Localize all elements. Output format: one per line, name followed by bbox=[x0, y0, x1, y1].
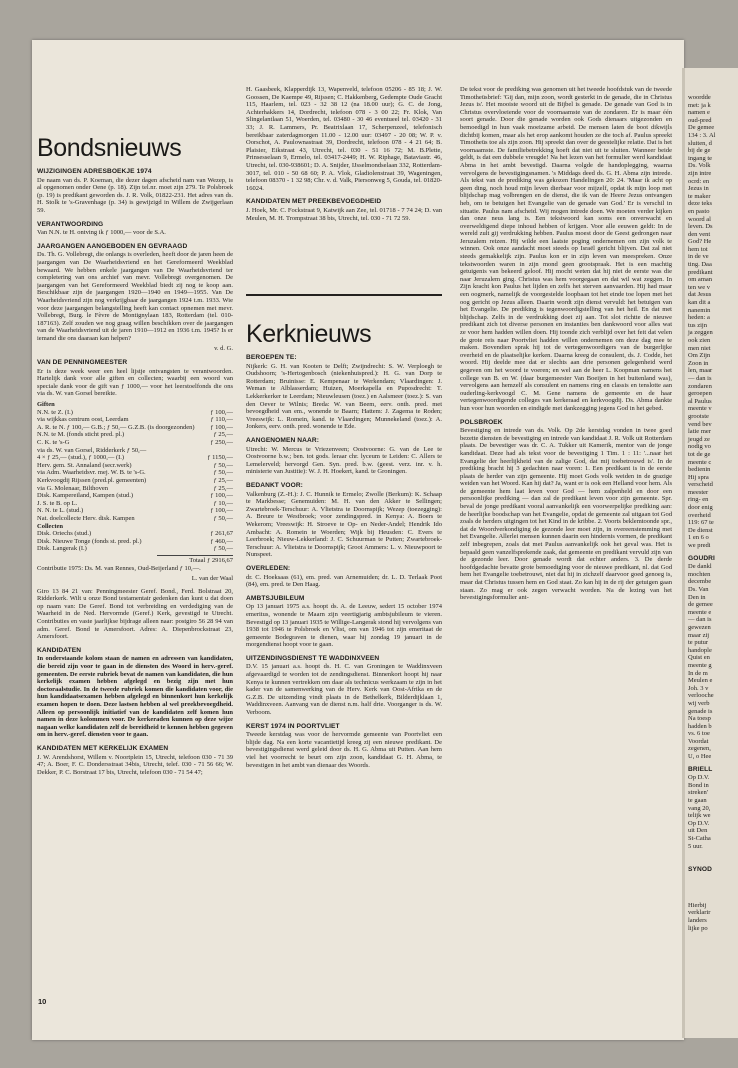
adjacent-line: ocrd: en bbox=[688, 177, 710, 185]
text-penningmeester-intro: Er is deze week weer een heel lijstje ontvangsten te verantwoorden. Hartelijk dank voor alle giften en collecten; waarbij een woord van speciale dank voor de gift van ƒ 1000,— voor het leerstoelfonds die ons via ds. W. van Gorsel bereikte. bbox=[37, 367, 233, 398]
text-verantwoording: Van N.N. te H. ontving ik ƒ 1000,— voor de S.A. bbox=[37, 229, 166, 237]
heading-overleden: OVERLEDEN: bbox=[246, 564, 291, 572]
donation-row bbox=[37, 500, 233, 508]
heading-aangenomen: AANGENOMEN NAAR: bbox=[246, 437, 320, 445]
adjacent-line: hem tot bbox=[688, 245, 708, 253]
adjacent-line: Om Zijn bbox=[688, 352, 711, 360]
adjacent-line: sluiten, d bbox=[688, 139, 712, 147]
text-polsbroek: Bevestiging en intrede van ds. Volk. Op 2de kerstdag vonden in twee goed bezette diensten de bevestiging en intrede van kandidaat J. R. Volk uit Rotterdam plaats. De bevestiger was dr. C. A. Tukker uit Kamerik, mentor van de jonge kandidaat. Deze had als tekst voor de bevestiging 1 Tim. 1 : 11: '...naar het Evangelie der heerlijkheid van de zalige God, dat mij toebetrouwd is'. In de prediking bracht hij 3 gedachten naar voren: 1. Een predikant is in de eerste plaats de herder van zijn gemeente. Hij moet Gods volk weiden in de grazige weiden van het Woord. Kan hij dat? Ja, want er is ook een Helland voor hem. Als de gemeente hem laat leven voor God — hem zalpenheld en door een persoonlijke prediking — dan zal de predikant leven voor zijn gemeente. Spr. beval de jonge predikant vooral aanvankelijk een voorwerpelijke prediking aan: de heerlijke boodschap van het Evangelie, opdat de gemeente zal uitgaan tot God zoals de herders uitgingen tot het Kind in de kribbe. 2. Voorts beklemtoonde spr., dat de Woordverkondiging de gezonde leer moet zijn, in overeenstemming met het Evangelie. Allerlei mensen kunnen daarin een hindernis vormen, de predikant zelf inbegrepen, zoals dat met Paulus aanvankelijk ook het geval was. Het is bepaald geen vanzelfsprekende zaak, dat gemeente en predikant vervuld zijn van de gezonde leer. Door genade wordt dat echter anders. 3. De derde hoofdgedachte bevatte grote bemoediging voor de nieuwe predikant, nl. dat God hem het Evangelie toebetrouwt, niet dat hij in zichzelf daarvoor goed genoeg is, maar dat Christus tussen hem en God staat. Zo kan hij in de rij der getuigen gaan staan. Zo mag er ook zegen verwacht worden. Na de lezing van het bevestigingsformulier ant- bbox=[460, 427, 672, 602]
donation-row bbox=[37, 492, 233, 500]
donation-amount: ƒ 25,— bbox=[213, 484, 233, 492]
heading-kerst: KERST 1974 IN POORTVLIET bbox=[246, 722, 340, 730]
page-number: 10 bbox=[38, 997, 47, 1006]
adjacent-line: U, o Hee bbox=[688, 753, 712, 761]
heading-beroepen: BEROEPEN TE: bbox=[246, 354, 297, 362]
donation-label: Disk. Langerak (I.) bbox=[37, 545, 87, 553]
label-giften: Giften bbox=[37, 401, 55, 409]
adjacent-page bbox=[682, 68, 738, 1038]
adjacent-line: God? He bbox=[688, 238, 712, 246]
donation-label: Kerkvoogdij Rijssen (pred.pl. gemeenten) bbox=[37, 476, 147, 484]
adjacent-line: Jezus in bbox=[688, 185, 709, 193]
text-ambtsjubileum: Op 13 januari 1975 a.s. hoopt ds. A. de Leeuw, sedert 15 october 1974 emeritus, wonende te Maarn zijn veertigjarig ambtsjubileum te vieren. Bevestigd op 13 januari 1935 te Willige-Langerak stond hij vervolgens van 1938 tot 1946 te Polsbroek en Vlist, om van 1946 tot zijn emeritaat de gemeente Bodegraven te dienen, waar hij zondag 19 januari in de morgendienst hoopt voor te gaan. bbox=[246, 603, 442, 649]
adjacent-line: door enig bbox=[688, 504, 713, 512]
section-title-kerknieuws: Kerknieuws bbox=[246, 294, 442, 348]
donation-row bbox=[37, 424, 233, 432]
donation-label: Disk. Kampereiland, Kampen (stud.) bbox=[37, 492, 134, 500]
adjacent-line: te putur bbox=[688, 639, 709, 647]
text-contributie: Contributie 1975: Ds. M. van Rennes, Oud-Beijerland ƒ 10,—. bbox=[37, 564, 201, 572]
donation-amount: ƒ 250,— bbox=[210, 439, 233, 446]
donation-amount: ƒ 25,— bbox=[213, 431, 233, 439]
briell-lines bbox=[688, 774, 738, 850]
donation-amount: ƒ 50,— bbox=[213, 461, 233, 469]
giften-list bbox=[37, 409, 233, 523]
adjacent-page-lines bbox=[688, 94, 738, 550]
text-kerst: Tweede kerstdag was voor de hervormde gemeente van Poortvliet een blijde dag. Na een korte vacantietijd kreeg zij een nieuwe predikant. De bevestigingsdienst werd geleid door ds. H. G. Abma uit Putten. Aan hem viel het voorrecht te beurt om zijn zoon, kandidaat G. H. Abma, te bevestigen in het ambt van dienaar des Woords. bbox=[246, 731, 442, 769]
adjacent-line: Joh. 3 v bbox=[688, 684, 709, 692]
donation-label: A. R. te N. ƒ 100,— G.B.; ƒ 50,— G.Z.B. (is doorgezonden) bbox=[37, 423, 195, 431]
donation-label: 4 × ƒ 25,— (stud.), ƒ 1000,— (I.) bbox=[37, 454, 125, 462]
donation-row bbox=[37, 485, 233, 493]
adjacent-line: decembe bbox=[688, 578, 712, 586]
heading-penningmeester: VAN DE PENNINGMEESTER bbox=[37, 359, 128, 367]
donation-amount: ƒ 50,— bbox=[213, 545, 233, 553]
adjacent-line: gewezen bbox=[688, 623, 711, 631]
adjacent-line: Bond in bbox=[688, 781, 709, 789]
adjacent-line: vs. 6 toe bbox=[688, 730, 710, 738]
adjacent-line: tus zijn bbox=[688, 321, 707, 329]
adjacent-line: nanemin bbox=[688, 306, 711, 314]
donation-row bbox=[37, 409, 233, 417]
adjacent-line: handople bbox=[688, 646, 712, 654]
adjacent-line: om aman bbox=[688, 276, 713, 284]
donation-label: J. S. te B. op L. bbox=[37, 499, 78, 507]
adjacent-line: Den in bbox=[688, 593, 706, 601]
donation-amount: ƒ 50,— bbox=[213, 514, 233, 522]
donation-amount: ƒ 100,— bbox=[210, 492, 233, 500]
text-jaargangen: Ds. Th. G. Vollebregt, die onlangs is overleden, heeft door de jaren heen de jaargangen van De Waarheidsvriend en het Gereformeerd Weekblad bewaard. We hebben enkele jaargangen van De Waarheidsvriend ter completering van ons archief van mevr. Vollebregt overgenomen. De jaargangen van het Gereformeerd Weekblad biedt zij nog te koop aan. Beschikbaar zijn de jaargangen 1920—1940 en 1949—1955. Van De Waarheidsvriend zijn nog verkrijgbaar de jaargangen 1924 t.m. 1933. Wie voor deze jaargangen belangstelling heeft kan contact opnemen met mevr. Vollebregt, Burg. le Fèvre de Montignylaan 183, Rotterdam (tel. 010-187163). Zelf zouden we nog graag willen beschikken over de jaargangen van de Waarheidsvriend uit de jaren 1910—1912 en 1936 t.m. 1945? Is er iemand die ons daaraan kan helpen? bbox=[37, 251, 233, 342]
adjacent-line: te gaan bbox=[688, 797, 707, 805]
adjacent-line: 5 uur. bbox=[688, 842, 703, 850]
adjacent-line: ring- en bbox=[688, 496, 709, 504]
adjacent-line: wij verb bbox=[688, 699, 710, 707]
adjacent-line: zegenen, bbox=[688, 745, 711, 753]
adjacent-line: verlooche bbox=[688, 692, 714, 700]
text-poortvliet-body: De tekst voor de prediking was genomen uit het tweede hoofdstuk van de tweede Timotheüsbrief: 'Gij dan, mijn zoon, wordt gesterkt in de genade, die in Christus Jezus is'. Het mooiste woord uit de Bijbel is genade. De genade van God is in Christus overvloeiende voor de voornaamste van de zondaren. Er is maar één soort genade. Door die genade worden ook Gods dienaars uitgezonden en bemoedigd in hun vaak moeizame arbeid. De mensen laten de boot dikwijls dichtbij komen, maar als het erop aankomt houden ze die toch af. Paulus spreekt Timotheüs toe als zijn zoon. Hij spreekt dan over de geestelijke relatie. Dat is het voornaamste. De familiebetrekking hoeft dat niet uit te sluiten. Wanneer beide geldt, is dat een dubbele vreugde! Na het lezen van het formulier werd kandidaat Abma in het ambt bevestigd. Daarna volgde de handoplegging, waarna vervolgens de bevestigingsnamen. 's Middags deed ds. G. H. Abma zijn intrede. Als tekst van de prediking was gekozen Handelingen 20: 24. 'Maar ik acht op geen ding, noch houd mijn leven dierbaar voor mijzelf, opdat ik mijn loop met blijdschap mag volbrengen en de dienst, die ik van de Heere Jezus ontvangen heb, om te betuigen het Evangelie van de genade van God.' Er is verschil in situatie. Paulus nam afscheid. Wij mogen intrede doen. We moeten verder kijken dan onze neus lang is. Een tekstwoord kan soms een onverwacht en overweldigend diepe inhoud hebben of krijgen. Voor alle eeuwen geldt: In de wereld zult gij verdrukking hebben. Paulus moest door de Geest gedrongen naar Jeruzalem reizen. Hij wilde een laatste poging ondernemen om zijn volk te winnen. Ook onze aandacht moet steeds op Israël gericht blijven. Dat zal niet steeds gemakkelijk zijn. Paulus kon er in zijn leven van meespreken. Onze tekstwoorden waren in zijn mond geen grootspraak. Het is een machtig getuigenis van bekeerd geloof. Hij mocht weten dat hij niet de eerste was die naar Jeruzalem ging. Christus was hem voorgegaan en dat wil wat zeggen. In Zijn kracht kon Paulus het lijden en zelfs het sterven aanvaarden. Hij had maar een oogmerk, namelijk de voorgestelde loopbaan tot het einde toe lopen met het oog gericht op Jezus alleen. Daarin wordt zijn dienst vervuld: het betuigen van het Evangelie. De prediking is tegenwoordigstelling van het heil. En dat met blijdschap. Zelfs in de verdrukking doet zij aan. Tot slot richtte de nieuwe predikant zich tot diverse personen en instanties ben dankwoord voor alles wat ze voor hem hadden willen doen. Hij toonde zich verblijd over het feit dat velen de grote reis naar Poortvliet hadden willen ondernemen om deze dag mee te maken. Bovendien sprak hij tot de vertegenwoordigers van de burgerlijke overheid en de plaatselijke kerken. Daarna kreeg de consulent, ds. J. Codde, het woord. Hij deelde mee dat er slechts aan drie personen gelegenheid werd gegeven om het woord te voeren; en wel aan de heer L. Koopman namens het college van B. en W. (daar burgemeester Van Boeijen in het buitenland was), vervolgens aan hemzelf als consulent en namens ring en classis en tenslotte aan ouderling-kerkvoogd C. M. Gene namens de gemeente en de haar vertegenwoordigende colleges van kerkeraad en kerkvoogdij. Ds. Abma dankte hun voor hun woorden en eindigde met dankzegging jegens God in het gebed. bbox=[460, 86, 672, 412]
donation-row bbox=[37, 431, 233, 439]
donation-row bbox=[37, 545, 233, 553]
adjacent-line: dat Jesus bbox=[688, 291, 712, 299]
adjacent-line: De dankl bbox=[688, 563, 712, 571]
adjacent-line: we predi bbox=[688, 542, 711, 550]
adjacent-line: al Paulus bbox=[688, 397, 712, 405]
heading-uitzending: UITZENDINGSDIENST TE WADDINXVEEN bbox=[246, 654, 380, 662]
donation-label: Herv. gem. St. Annaland (secr.werk) bbox=[37, 461, 132, 469]
donation-amount: ƒ 261,67 bbox=[210, 530, 233, 538]
collecten-list bbox=[37, 530, 233, 553]
adjacent-line: hadden b bbox=[688, 722, 712, 730]
adjacent-line: grootste bbox=[688, 412, 709, 420]
text-preekbevoegdheid: J. Hoek, Mr. C. Fockstraat 9, Katwijk aan Zee, tel. 01718 - 7 74 24; D. van Meulen, M. H. Trompstraat 38 bis, Utrecht, tel. 030 - 71 72 59. bbox=[246, 206, 442, 222]
adjacent-line: latie mer bbox=[688, 428, 711, 436]
adjacent-line: ting. Daa bbox=[688, 261, 712, 269]
adjacent-line: meester bbox=[688, 488, 709, 496]
donation-label: N. N. te L. (stud.) bbox=[37, 507, 84, 515]
adjacent-line: Op D.V. bbox=[688, 774, 710, 782]
donation-row bbox=[37, 454, 233, 462]
donation-row bbox=[37, 439, 233, 447]
adjacent-line: jeugd ze bbox=[688, 435, 710, 443]
heading-verantwoording: VERANTWOORDING bbox=[37, 220, 104, 228]
heading-briell: BRIELL bbox=[688, 765, 713, 773]
adjacent-line: In de m bbox=[688, 669, 708, 677]
donation-label: via G. Molenaar, Bilthoven bbox=[37, 484, 109, 492]
adjacent-line: Zoon in bbox=[688, 359, 709, 367]
adjacent-line: te maker bbox=[688, 192, 711, 200]
heading-kandidaten: KANDIDATEN bbox=[37, 646, 82, 654]
donation-amount: ƒ 100,— bbox=[210, 507, 233, 515]
adjacent-line: de gemee bbox=[688, 601, 713, 609]
text-kandidaten-examen: J. W. Arendshorst, Willem v. Noortplein 15, Utrecht, telefoon 030 - 71 39 47; A. Boer, F. C. Dondersstraat 34bis, Utrecht, telef. 030 - 71 56 66; W. Dekker, P. C. Borstraat 17 bis, Utrecht, telefoon 030 - 71 54 47; bbox=[37, 753, 233, 776]
donation-row bbox=[37, 477, 233, 485]
donation-label: Nat. doelcollecte Herv. disk. Kampen bbox=[37, 514, 135, 522]
donation-row bbox=[37, 447, 233, 455]
adjacent-line: streken' bbox=[688, 789, 708, 797]
goudri-lines bbox=[688, 563, 738, 760]
adjacent-line: — dan is bbox=[688, 616, 712, 624]
adjacent-line: landers bbox=[688, 916, 707, 924]
adjacent-line: 1 en 6 o bbox=[688, 534, 709, 542]
adjacent-line: predikant bbox=[688, 268, 713, 276]
adjacent-line: met: ja k bbox=[688, 101, 711, 109]
heading-polsbroek: POLSBROEK bbox=[460, 418, 503, 426]
section-title-bondsnieuws: Bondsnieuws bbox=[37, 134, 182, 162]
adjacent-line: meente g bbox=[688, 661, 712, 669]
adjacent-line: ingang te bbox=[688, 154, 713, 162]
donation-row bbox=[37, 462, 233, 470]
adjacent-line: en pasto bbox=[688, 207, 710, 215]
text-overleden: dr. C. Hoeksaas (61), em. pred. van Arnemuiden; dr. L. D. Terlaak Poot (84), em. pred. te Den Haag. bbox=[246, 573, 442, 589]
adjacent-line: woordde bbox=[688, 94, 711, 101]
donation-label: via Adm. Waarheidsvr. mej. W. B. te 's-G. bbox=[37, 469, 146, 477]
heading-preekbevoegdheid: KANDIDATEN MET PREEKBEVOEGDHEID bbox=[246, 198, 382, 206]
adjacent-line: verklarir bbox=[688, 909, 711, 917]
adjacent-line: St-Catha bbox=[688, 835, 711, 842]
adjacent-line: telijk we bbox=[688, 812, 711, 820]
column-poortvliet-polsbroek bbox=[460, 86, 672, 605]
adjacent-line: oud-pred bbox=[688, 116, 712, 124]
adjacent-line: ook zien bbox=[688, 337, 711, 344]
donation-row bbox=[37, 538, 233, 546]
adjacent-line: ja zeggen bbox=[688, 329, 713, 337]
adjacent-line: nodig vo bbox=[688, 443, 711, 451]
adjacent-line: tot de ge bbox=[688, 450, 711, 458]
adjacent-line: bedienin bbox=[688, 466, 711, 474]
adjacent-line: in de ve bbox=[688, 253, 709, 261]
adjacent-line: meente c bbox=[688, 458, 712, 466]
adjacent-line: ten we v bbox=[688, 283, 711, 291]
text-aangenomen: Utrecht: W. Mercus te Vriezenveen; Oostvoorne: G. van de Lee te Oostvoorne b.w.; ben. tot gods. leraar chr. lyceum te Leiden: C. Allers te Lemelerveld; hervorgd Gen. Syn. pred. b.w. (geest. verz. inr. v. h. ministerie van Justitie): W. J. H. Hoekert, kand. te Groningen. bbox=[246, 445, 442, 476]
donation-amount: ƒ 100,— bbox=[210, 423, 233, 431]
label-collecten: Collecten bbox=[37, 522, 63, 530]
adjacent-line: zijn intre bbox=[688, 169, 712, 177]
column-kerknieuws bbox=[246, 86, 442, 772]
donation-row bbox=[37, 515, 233, 523]
heading-bedankt: BEDANKT VOOR: bbox=[246, 482, 303, 489]
adjacent-line: meente v bbox=[688, 405, 712, 413]
foot-lines bbox=[688, 902, 738, 932]
text-kandidaten-lijst: H. Gaasbeek, Klapperdijk 13, Wapenveld, telefoon 05206 - 85 18; J. W. Goossen, De Kaempe 49, Rijssen; C. Hakkenberg, Gedempte Oude Gracht 115, Haarlem, tel. 023 - 32 38 12 (na 18.00 uur); G. C. de Jong, Achterhakkers 14, Dordrecht, telefoon 078 - 3 00 22; Fr. Klok, Van Slingelantlaan 51, Woerden, tel. 03480 - 30 46 eventueel tel. 03420 - 31 33; J. R. Lammers, Pr. Beatrixlaan 17, Scherpenzeel, telefonisch bereikbaar zaterdagmorgen 11.00 - 12.00 uur: 03497 - 20 08; W. P. v. Oorschot, A. Paulownastraat 39, Dordrecht, telefoon 078 - 4 21 64; B. Plaisier, Eikstraat 43, Utrecht, tel. 030 - 51 16 72; M. B.Plette, Prinsesselaan 9, Ermelo, tel. 03417-2449; H. W. Riphage, Bataviastr. 46, Utrecht, tel. 030-938601; D. A. Snijder, IJsselmondselaan 332, Rotterdam-3017, tel. 010 - 50 68 60; P. A. Vlok, Gladiolenstraat 39, Wageningen, telefoon 08370 - 1 32 98; Chr. v. d. Valk, Piersonweg 5, Gouda, tel. 01820-16024. bbox=[246, 86, 442, 192]
adjacent-line: lijke po bbox=[688, 924, 708, 932]
heading-jaargangen: JAARGANGEN AANGEBODEN EN GEVRAAGD bbox=[37, 242, 188, 250]
adjacent-line: genade is bbox=[688, 707, 713, 715]
donation-amount: ƒ 460,— bbox=[210, 537, 233, 545]
donation-row bbox=[37, 469, 233, 477]
donation-row bbox=[37, 507, 233, 515]
text-bedankt: Valkenburg (Z.-H.): J. C. Hunnik te Ermelo; Zwolle (Berkum): K. Schaap te Markbesse; Genemuiden: M. H. van den Akker te Sellingen; Zwartebroek-Terschuur: A. Vlietstra te Doornspijk; Wezep (toezegging): A. Breure te Westbroek; voor zendingspred. in Kenya: A. Boers te Wekerom; Vreeswijk: H. Stroeve te Op- en Neder-Andel; Hendrik Ido Ambacht: A. Romein te Woerden; Wijk bij Heusden: C. Evers te Leerbroek; Nieuw-Lekkerland: J. C. Schuurman te Putten; Zwartebroek-Terschuur: A. Vlietstra te Doornspijk; Groot Ammers: L. v. Nieuwpoort te Nunspeet. bbox=[246, 490, 442, 559]
adjacent-line: Na toesp bbox=[688, 715, 711, 723]
adjacent-line: overheid bbox=[688, 511, 711, 519]
donation-row bbox=[37, 530, 233, 538]
adjacent-line: 134 : 3. Al bbox=[688, 131, 716, 139]
heading-wijzigingen: WIJZIGINGEN ADRESBOEKJE 1974 bbox=[37, 168, 152, 175]
heading-ambtsjubileum: AMBTSJUBILEUM bbox=[246, 594, 305, 602]
donation-label: N.N. te Z. (I.) bbox=[37, 408, 73, 416]
adjacent-line: maar zij bbox=[688, 631, 710, 639]
adjacent-line: namen e bbox=[688, 109, 710, 117]
adjacent-line: Quist en bbox=[688, 654, 710, 662]
donation-row bbox=[37, 416, 233, 424]
text-giro: Giro 13 84 21 van: Penningmeester Geref. Bond., Ferd. Bolstraat 20, Ridderkerk. Wilt u onze Bond testamentair gedenken dan kunt u dat doen op naam van: De Geref. Bond tot verbreiding en verdediging van de Waarheid in de Ned. Hervormde (Geref.) Kerk, gevestigd te Utrecht. Contributies en vaste jaarlijkse bijdrage alleen naar: postgiro 56 28 94 van adm. Geref. Bond te Amersfoort. Adres: A. Diepenbrockstraat 23, Amersfoort. bbox=[37, 587, 233, 641]
donation-amount: ƒ 110,— bbox=[210, 416, 233, 424]
adjacent-line: vend bev bbox=[688, 420, 712, 428]
donation-label: C. K. te 's-G bbox=[37, 439, 70, 446]
heading-synod: SYNOD bbox=[688, 866, 712, 874]
donation-amount: ƒ 50,— bbox=[213, 469, 233, 477]
text-uitzending: D.V. 15 januari a.s. hoopt ds. H. C. van Groningen te Waddinxveen afgevaardigd te worden tot de zendingsdienst. Binnenkort hoopt hij naar Kenya te kunnen vertrekken om daar als technicus werkzaam te zijn in het kader van de samenwerking van de Herv. Kerk van Oost-Afrika en de G.Z.B. De uitzending vindt plaats in de Bethelkerk, Bilderdijklaan 1, Waddinxveen. Aanvang van de dienst n.m. half drie. Voorganger is ds. W. Verboom. bbox=[246, 663, 442, 717]
donation-label: via wijkkas centrum oost, Leerdam bbox=[37, 416, 129, 424]
signature-penningmeester: L. van der Waal bbox=[191, 575, 233, 583]
heading-goudri: GOUDRI bbox=[688, 554, 715, 562]
donation-label: via ds. W. van Gorsel, Ridderkerk ƒ 50,— bbox=[37, 446, 147, 454]
adjacent-line: kan dit a bbox=[688, 299, 711, 307]
adjacent-line: verscheid bbox=[688, 481, 713, 489]
adjacent-line: meente e bbox=[688, 608, 712, 616]
donation-amount: ƒ 10,— bbox=[213, 499, 233, 507]
adjacent-line: deze teks bbox=[688, 200, 713, 208]
donation-label: N.N. te M. (fonds sticht pred. pl.) bbox=[37, 431, 125, 439]
newspaper-page bbox=[32, 40, 684, 1040]
adjacent-line: len, maar bbox=[688, 367, 713, 375]
text-wijzigingen: De naam van ds. P. Koeman, die dezer dagen afscheid nam van Wezep, is al opgenomen onder Oene (p. 18). Zijn tel.nr. moet zijn 279. Te Polsbroek (p. 19) is predikant geworden ds. J. R. Volk, 01822-231. Het adres van ds. H. Stolk te 's-Gravenhage (p. 34) is gewijzigd in Willem de Zwijgerlaan 59. bbox=[37, 176, 233, 214]
adjacent-line: Voordat bbox=[688, 737, 709, 745]
adjacent-line: men niet bbox=[688, 344, 711, 352]
donation-label: Disk. Oriechs (stud.) bbox=[37, 530, 92, 538]
signature-jaargangen: v. d. G. bbox=[214, 345, 233, 353]
adjacent-line: woord al bbox=[688, 215, 711, 223]
donation-amount bbox=[195, 447, 233, 455]
adjacent-line: Ds. Volk bbox=[688, 162, 711, 170]
adjacent-line: 119: 67 te bbox=[688, 519, 714, 527]
donation-amount: ƒ 25,— bbox=[213, 476, 233, 484]
donation-label: Disk. Nieuwe Tonge (fonds st. pred. pl.) bbox=[37, 537, 142, 545]
text-kandidaten: In onderstaande kolom staan de namen en adressen van kandidaten, die bereid zijn voor te gaan in de diensten des Woord in herv.-geref. gemeenten. De eerste rubriek bevat de namen van kandidaten, die hun kerkelijk examen hebben afgelegd en bezig zijn met hun doctoraalstudie. In de tweede rubriek komen die kandidaten voor, die hun kandidaatsexamen hebben afgelegd en binnenkort hun kerkelijk examen hopen te doen. Deze lastsen hebben al wel preekbevoegdheid. Alleen op persoonlijk initiatief van de kandidaten zelf komen hun namen in deze kolommen voor. De kerkeraden kunnen op deze wijze nagaan welke kandidaten zelf de bereidheid te kennen hebben gegeven om in herv.-geref. diensten voor te gaan. bbox=[37, 655, 233, 739]
column-bondsnieuws bbox=[37, 94, 233, 779]
adjacent-line: Hierbij bbox=[688, 901, 707, 909]
adjacent-line: mochten bbox=[688, 570, 711, 578]
adjacent-line: De dienst bbox=[688, 526, 713, 534]
donation-amount: ƒ 1150,— bbox=[207, 454, 233, 462]
adjacent-line: — dan is bbox=[688, 374, 712, 382]
heading-kandidaten-examen: KANDIDATEN MET KERKELIJK EXAMEN bbox=[37, 744, 169, 752]
adjacent-line: Hij spra bbox=[688, 473, 709, 481]
total-amount: Totaal ƒ 2916,67 bbox=[157, 555, 233, 565]
adjacent-line: bij de ge bbox=[688, 147, 711, 155]
adjacent-line: leven. Ds bbox=[688, 223, 713, 231]
donation-amount: ƒ 100,— bbox=[210, 408, 233, 416]
adjacent-line: Op D.V. bbox=[688, 819, 710, 827]
adjacent-line: den vent bbox=[688, 230, 711, 238]
adjacent-line: uit Den bbox=[688, 827, 708, 835]
adjacent-line: zondaren bbox=[688, 382, 712, 390]
adjacent-line: Meulen e bbox=[688, 677, 713, 685]
adjacent-line: heden: a bbox=[688, 314, 710, 322]
adjacent-line: vang 20, bbox=[688, 804, 711, 812]
text-beroepen: Nijkerk: G. H. van Kooten te Delft; Zwijndrecht: S. W. Verploegh te Oudshoorn; 's-Hertogenbosch (niekenhuispred.): H. G. van Dorp te Rotterdam; Bruinisse: E. Kempenaar te Werkendam; Vlaardingen: J. Weman te Alblasserdam; Huizen, Moerkapella en Puposdrecht: T. Lekkerkerker te Leerdam; Nieuwleusen (toez.) en Aalsmeer (toez.): S. van den Oever te Wilnis; Breda: W. van Beem, eerv. onth. pred. met bevoegdheid van em., wonende te Baarn; Hattem: J. Zagema te Roden; Vreeswijk: L. Romein, kand. te Vlaardingen; Munnekeland (toez.): A. Jonkers, eerv. onth. pred. wonende te Ede. bbox=[246, 362, 442, 431]
adjacent-line: geroepen bbox=[688, 390, 712, 398]
adjacent-line: De gemee bbox=[688, 124, 715, 132]
adjacent-line: Ds. Van bbox=[688, 586, 709, 593]
